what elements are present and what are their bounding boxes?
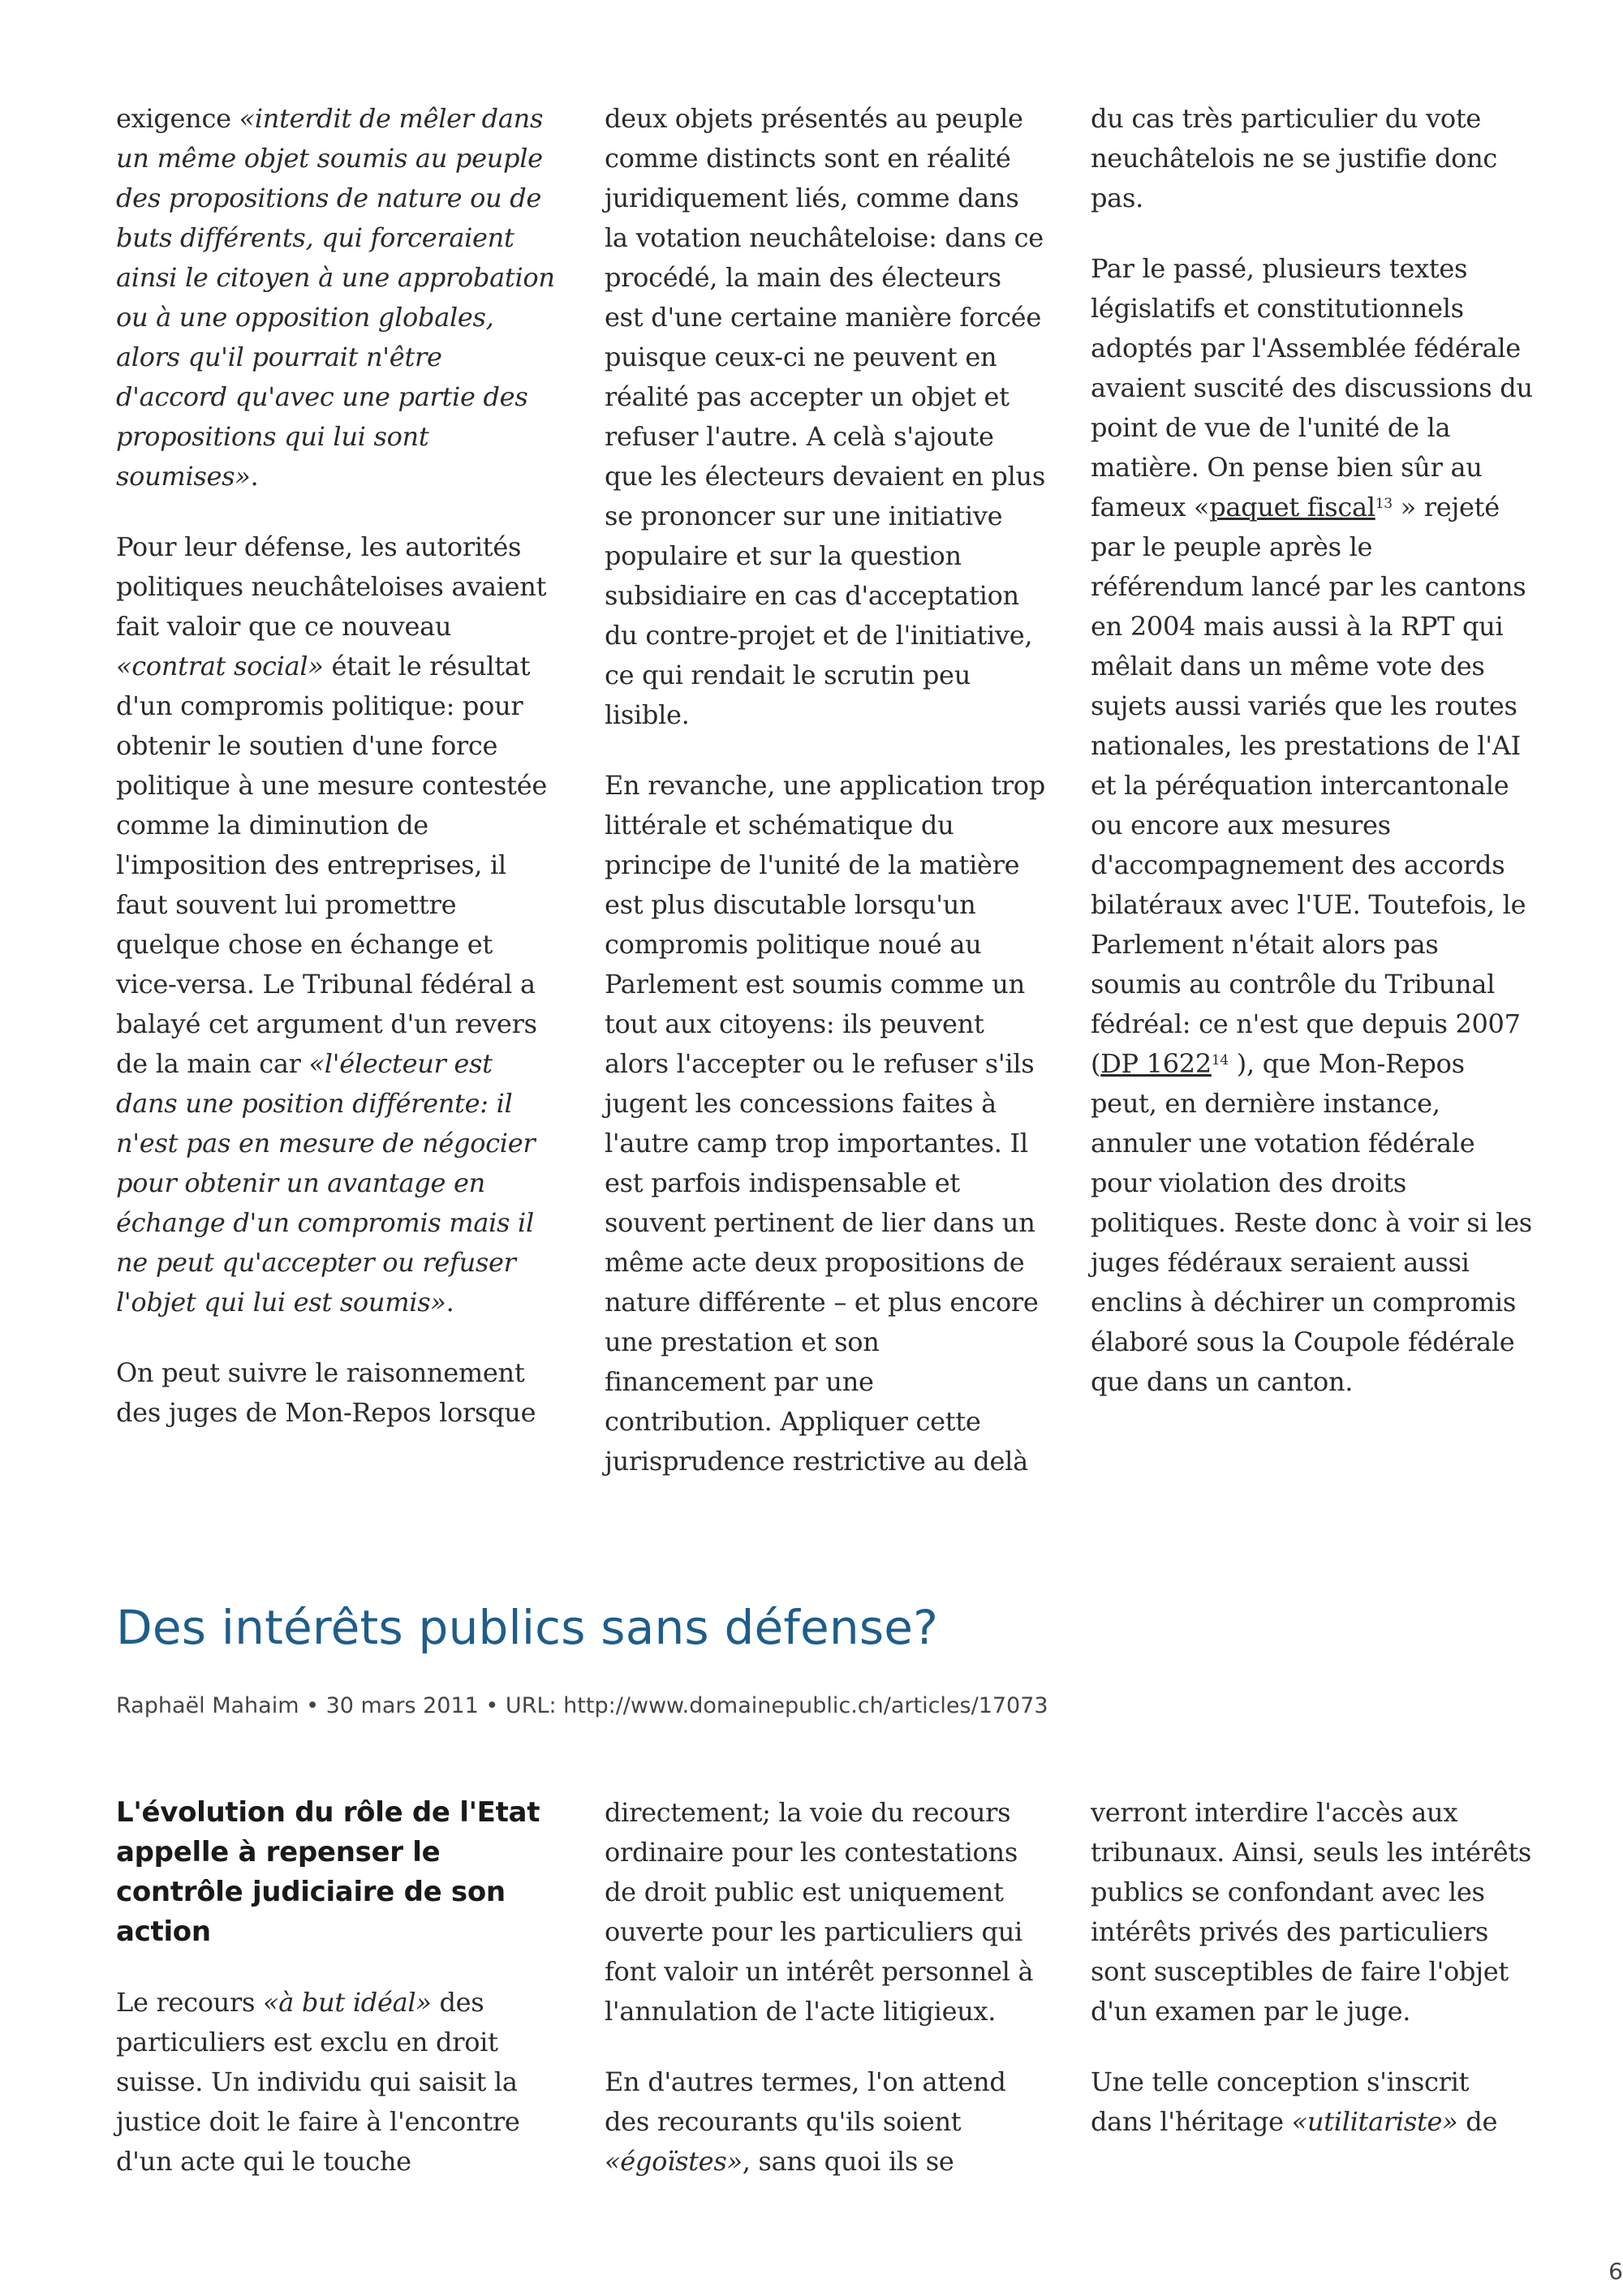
paragraph: Une telle conception s'inscrit dans l'héritage «utilitariste» de <box>1091 2066 1498 2137</box>
quotation: «contrat social» <box>116 651 324 681</box>
top-column-2 <box>605 99 1047 1481</box>
quotation: «l'électeur est dans une position différente: il n'est pas en mesure de négocier pour obtenir un avantage en échange d'un compromis mais il ne peut qu'accepter ou refuser l'objet qui lui est soumis» <box>116 1048 536 1318</box>
top-column-1 <box>116 99 558 1433</box>
paquet-fiscal-link[interactable]: paquet fiscal <box>1209 492 1375 522</box>
paragraph: On peut suivre le raisonnement des juges de Mon-Repos lorsque <box>116 1357 536 1428</box>
paragraph: exigence «interdit de mêler dans un même objet soumis au peuple des propositions de nature ou de buts différents, qui forceraient ainsi le citoyen à une approbation ou à une opposition globales, alors qu'il pourrait n'être d'accord qu'avec une partie des propositions qui lui sont soumises». <box>116 103 555 492</box>
paragraph: Par le passé, plusieurs textes législatifs et constitutionnels adoptés par l'Assemblée fédérale avaient suscité des discussions du point de vue de l'unité de la matière. On pense bien sûr au fameux «paquet fiscal$^{13}$ » rejeté par le peuple après le référendum lancé par les cantons en 2004 mais aussi à la RPT qui mêlait dans un même vote des sujets aussi variés que les routes nationales, les prestations de l'AI et la péréquation intercantonale ou encore aux mesures d'accompagnement des accords bilatéraux avec l'UE. Toutefois, le Parlement n'était alors pas soumis au contrôle du Tribunal fédréal: ce n'est que depuis 2007 (DP 1622$^{14}$ ), que Mon-Repos peut, en dernière instance, annuler une votation fédérale pour violation des droits politiques. Reste donc à voir si les juges fédéraux seraient aussi enclins à déchirer un compromis élaboré sous la Coupole fédérale que dans un canton. <box>1091 253 1533 1397</box>
footnote-ref[interactable]: 13 <box>1375 496 1393 512</box>
paragraph: Pour leur défense, les autorités politiques neuchâteloises avaient fait valoir que ce nouveau «contrat social» était le résultat d'un compromis politique: pour obtenir le soutien d'une force politique à une mesure contestée comme la diminution de l'imposition des entreprises, il faut souvent lui promettre quelque chose en échange et vice-versa. Le Tribunal fédéral a balayé cet argument d'un revers de la main car «l'électeur est dans une position différente: il n'est pas en mesure de négocier pour obtenir un avantage en échange d'un compromis mais il ne peut qu'accepter ou refuser l'objet qui lui est soumis». <box>116 531 547 1318</box>
quotation: «interdit de mêler dans un même objet soumis au peuple des propositions de nature ou de buts différents, qui forceraient ainsi le citoyen à une approbation ou à une opposition globales, alors qu'il pourrait n'être d'accord qu'avec une partie des propositions qui lui sont soumises» <box>116 103 555 492</box>
paragraph: Le recours «à but idéal» des particuliers est exclu en droit suisse. Un individu qui saisit la justice doit le faire à l'encontre d'un acte qui le touche <box>116 1987 520 2177</box>
article-lead: L'évolution du rôle de l'Etat appelle à repenser le contrôle judiciaire de son action <box>116 1796 540 1948</box>
article-column-3 <box>1091 1793 1533 2142</box>
paragraph: verront interdire l'accès aux tribunaux. Ainsi, seuls les intérêts publics se confondant avec les intérêts privés des particuliers sont susceptibles de faire l'objet d'un examen par le juge. <box>1091 1797 1532 2027</box>
quotation: «à but idéal» <box>262 1987 432 2018</box>
quotation: «égoïstes» <box>605 2146 743 2177</box>
article-byline: Raphaël Mahaim • 30 mars 2011 • URL: http://www.domainepublic.ch/articles/17073 <box>116 1693 1048 1718</box>
paragraph: du cas très particulier du vote neuchâtelois ne se justifie donc pas. <box>1091 103 1498 213</box>
paragraph: directement; la voie du recours ordinaire pour les contestations de droit public est uniquement ouverte pour les particuliers qui font valoir un intérêt personnel à l'annulation de l'acte litigieux. <box>605 1797 1034 2027</box>
paragraph: En revanche, une application trop littérale et schématique du principe de l'unité de la matière est plus discutable lorsqu'un compromis politique noué au Parlement est soumis comme un tout aux citoyens: ils peuvent alors l'accepter ou le refuser s'ils jugent les concessions faites à l'autre camp trop importantes. Il est parfois indispensable et souvent pertinent de lier dans un même acte deux propositions de nature différente – et plus encore une prestation et son financement par une contribution. Appliquer cette jurisprudence restrictive au delà <box>605 770 1045 1477</box>
article-title: Des intérêts publics sans défense? <box>116 1600 939 1655</box>
article-column-2 <box>605 1793 1047 2182</box>
paragraph: deux objets présentés au peuple comme distincts sont en réalité juridiquement liés, comme dans la votation neuchâteloise: dans ce procédé, la main des électeurs est d'une certaine manière forcée puisque ceux-ci ne peuvent en réalité pas accepter un objet et refuser l'autre. A celà s'ajoute que les électeurs devaient en plus se prononcer sur une initiative populaire et sur la question subsidiaire en cas d'acceptation du contre-projet et de l'initiative, ce qui rendait le scrutin peu lisible. <box>605 103 1045 730</box>
dp-1622-link[interactable]: DP 1622 <box>1100 1048 1212 1079</box>
footnote-ref[interactable]: 14 <box>1211 1052 1229 1068</box>
paragraph: En d'autres termes, l'on attend des recourants qu'ils soient «égoïstes», sans quoi ils se <box>605 2066 1006 2177</box>
page-number: 6 <box>1608 2258 1623 2285</box>
top-column-3 <box>1091 99 1533 1402</box>
article-column-1 <box>116 1793 558 2182</box>
quotation: «utilitariste» <box>1291 2106 1458 2137</box>
